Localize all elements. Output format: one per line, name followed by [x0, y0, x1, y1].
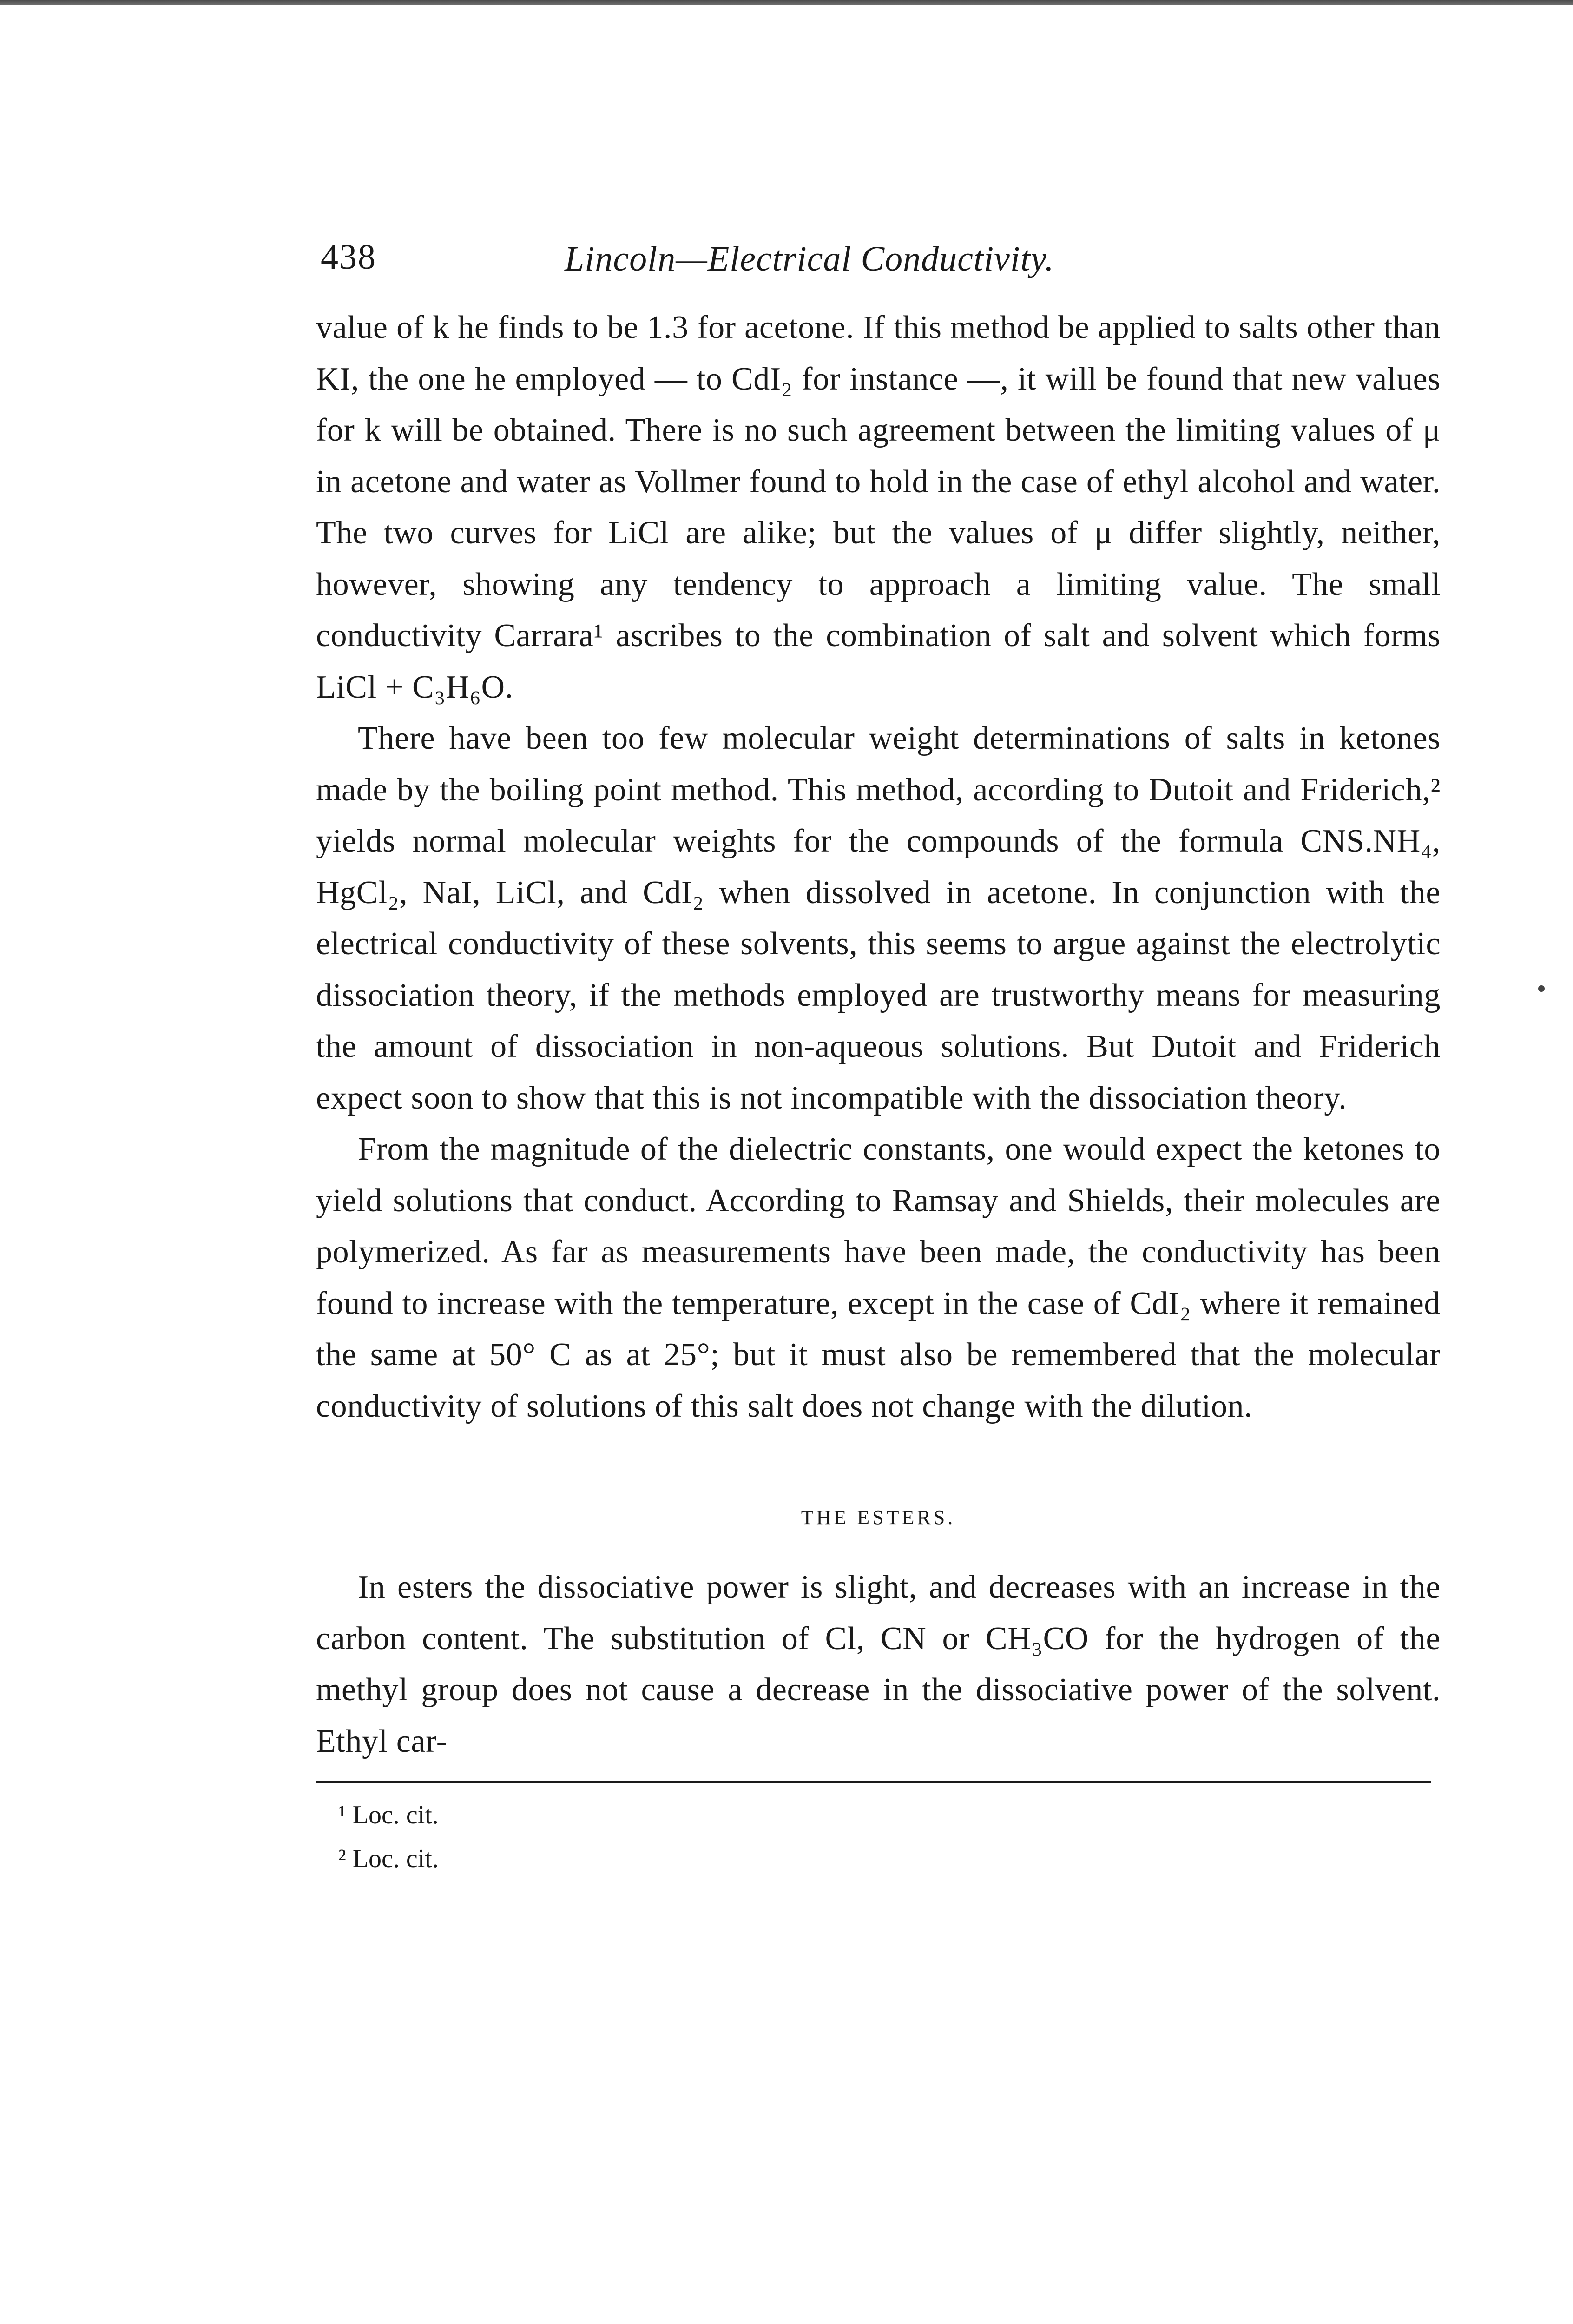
paragraph-continued: value of k he finds to be 1.3 for acetone. If this method be applied to salts other than KI, the one he employed — to CdI₂ for instance —, it will be found that new values for k will be obtained. There is no such agreement between the limiting values of μ in acetone and water as Vollmer found to hold in the case of ethyl alcohol and water. The two curves for LiCl are alike; but the values of μ differ slightly, neither, however, showing any tendency to approach a limiting value. The small conductivity Carrara¹ ascribes to the combination of salt and solvent which forms LiCl + C₃H₆O. — [316, 310, 1441, 705]
footnote-2: ² Loc. cit. — [338, 1844, 439, 1873]
running-head — [316, 232, 1441, 302]
paragraph-dielectric-constants: From the magnitude of the dielectric constants, one would expect the ketones to yield solutions that conduct. According to Ramsay and Shields, their molecules are polymerized. As far as measurements have been made, the conductivity has been found to increase with the temperature, except in the case of CdI₂ where it remained the same at 50° C as at 25°; but it must also be remembered that the molecular conductivity of solutions of this salt does not change with the dilution. — [316, 1131, 1441, 1424]
footnote-divider — [316, 1781, 1431, 1783]
book-page — [316, 232, 1441, 1881]
body-text — [316, 302, 1441, 1767]
footnotes — [316, 1793, 1441, 1881]
page-top-edge — [0, 0, 1573, 5]
paragraph-esters: In esters the dissociative power is slight, and decreases with an increase in the carbon content. The substitution of Cl, CN or CH₃CO for the hydrogen of the methyl group does not cause a decrease in the dissociative power of the solvent. Ethyl car- — [316, 1569, 1441, 1759]
paragraph-molecular-weights: There have been too few molecular weight determinations of salts in ketones made by the boiling point method. This method, according to Dutoit and Friderich,² yields normal molecular weights for the compounds of the formula CNS.NH₄, HgCl₂, NaI, LiCl, and CdI₂ when dissolved in acetone. In conjunction with the electrical conductivity of these solvents, this seems to argue against the electrolytic dissociation theory, if the methods employed are trustworthy means for measuring the amount of dissociation in non-aqueous solutions. But Dutoit and Friderich expect soon to show that this is not incompatible with the dissociation theory. — [316, 720, 1441, 1116]
running-title: Lincoln—Electrical Conductivity. — [565, 239, 1054, 278]
footnote-1: ¹ Loc. cit. — [338, 1801, 439, 1829]
page-number: 438 — [321, 238, 376, 277]
section-heading: THE ESTERS. — [801, 1506, 956, 1529]
section-esters — [316, 1505, 1441, 1767]
ink-speck — [1538, 985, 1545, 992]
